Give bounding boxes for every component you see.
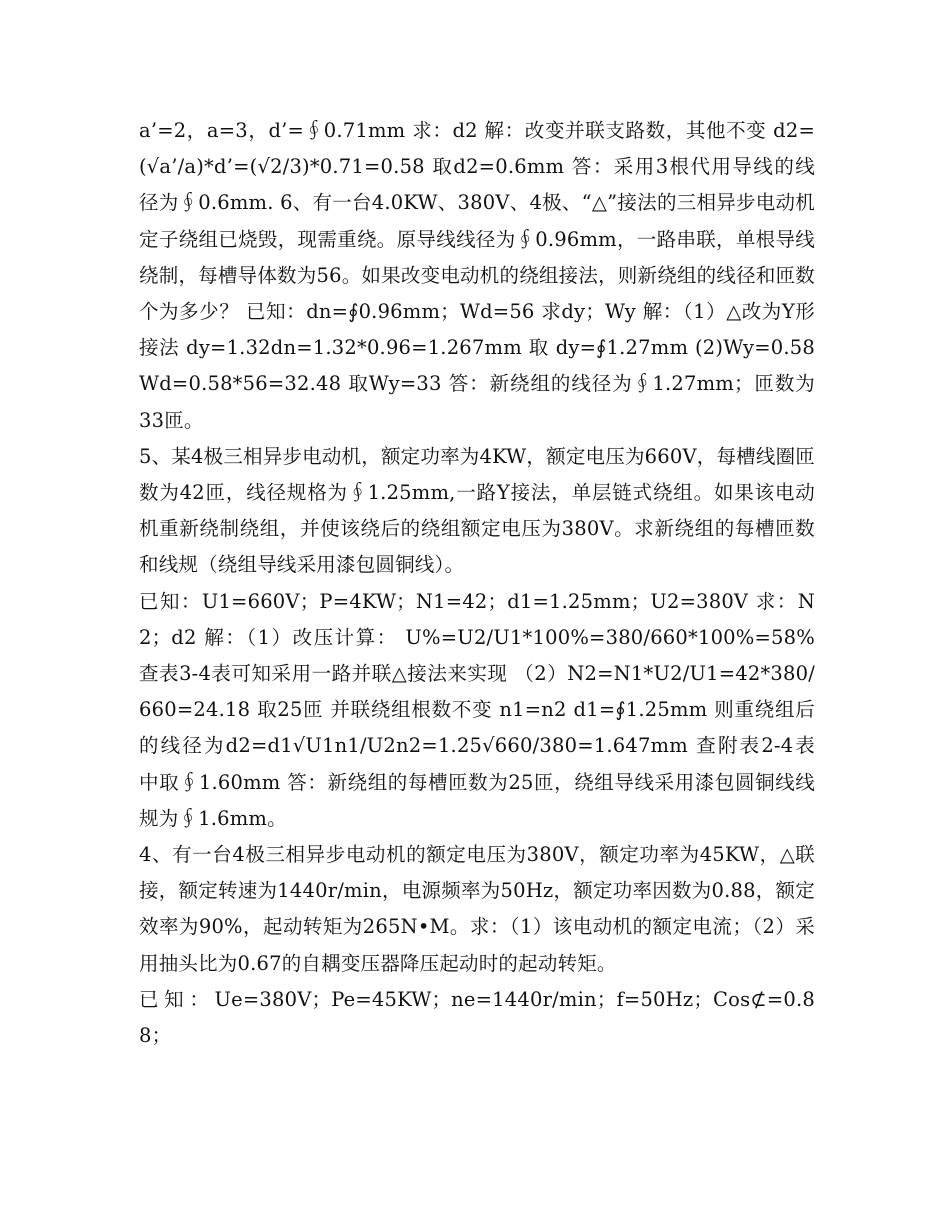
document-body [139, 113, 815, 1054]
paragraph-problem-6: a’=2，a=3，d’=∮0.71mm 求：d2 解：改变并联支路数，其他不变 d2=(√a’/a)*d’=(√2/3)*0.71=0.58 取d2=0.6mm 答：采用3根代用导线的线径为∮0.6mm. 6、有一台4.0KW、380V、4极、“△”接法的三相异步电动机定子绕组已烧毁，现需重绕。原导线线径为∮0.96mm，一路串联，单根导线绕制，每槽导体数为56。如果改变电动机的绕组接法，则新绕组的线径和匝数个为多少？ 已知：dn=∮0.96mm；Wd=56 求dy；Wy 解：（1）△改为Y形接法 dy=1.32dn=1.32*0.96=1.267mm 取 dy=∮1.27mm (2)Wy=0.58Wd=0.58*56=32.48 取Wy=33 答：新绕组的线径为∮1.27mm；匝数为33匝。 [139, 119, 815, 432]
paragraph-problem-5-solution: 已知：U1=660V；P=4KW；N1=42；d1=1.25mm；U2=380V 求：N2；d2 解：（1）改压计算： U%=U2/U1*100%=380/660*100%=58% 查表3-4表可知采用一路并联△接法来实现 （2）N2=N1*U2/U1=42*380/660=24.18 取25匝 并联绕组根数不变 n1=n2 d1=∮1.25mm 则重绕组后的线径为d2=d1√U1n1/U2n2=1.25√660/380=1.647mm 查附表2-4表中取∮1.60mm 答：新绕组的每槽匝数为25匝，绕组导线采用漆包圆铜线线规为∮1.6mm。 [139, 589, 815, 830]
paragraph-problem-4-given: 已知：Ue=380V；Pe=45KW；ne=1440r/min；f=50Hz；Cos⊄=0.88； [139, 987, 815, 1048]
paragraph-problem-5: 5、某4极三相异步电动机，额定功率为4KW，额定电压为660V，每槽线圈匝数为42匝，线径规格为∮1.25mm,一路Y接法，单层链式绕组。如果该电动机重新绕制绕组，并使该绕后的绕组额定电压为380V。求新绕组的每槽匝数和线规（绕组导线采用漆包圆铜线）。 [139, 444, 815, 577]
paragraph-problem-4: 4、有一台4极三相异步电动机的额定电压为380V，额定功率为45KW，△联接，额定转速为1440r/min，电源频率为50Hz，额定功率因数为0.88，额定效率为90%，起动转矩为265N•M。求：（1）该电动机的额定电流；（2）采用抽头比为0.67的自耦变压器降压起动时的起动转矩。 [139, 843, 815, 975]
